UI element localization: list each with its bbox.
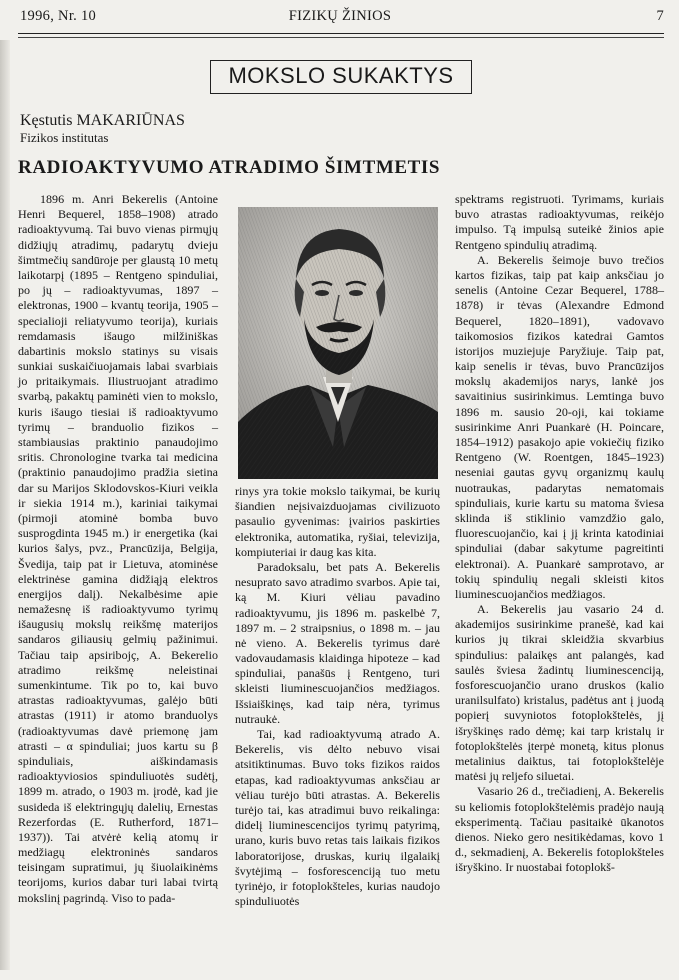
paragraph: A. Bekerelis jau vasario 24 d. akademijos susirinkime pranešė, kad kai kurios jų tikrai skleidžia skvarbius spindulius: palaikęs ant palangės, kad saulės šviesa žadintų liuminescenciją, fosforescuojančio urano druskos (kalio uranilsulfato) kristalus, padėtus ant į juodą popierį suvyniotos fotoplokštelės, jį išryškinęs rado dėmę; kai tarp kristalų ir fotoplokštelės įterpė monetą, kitus plonus metalinius daiktus, tai fotoplokštelėje matėsi jų reljefo siluetai. xyxy=(455,602,664,784)
issue-number: 1996, Nr. 10 xyxy=(20,8,97,24)
text-column-3 xyxy=(455,192,664,875)
paragraph: A. Bekerelis šeimoje buvo trečios kartos fizikas, taip pat kaip anksčiau jo senelis (Antoine Cezar Bequerel, 1788–1878) ir tėvas (Alexandre Edmond Bequerel, 1820–1891), vadovavo taikomosios fizikos katedrai Gamtos istorijos muziejuje Paryžiuje. Taip pat, kaip senelis ir tėvas, buvo Prancūzijos mokslų akademijos narys, lankė jos savaitinius susirinkimus. Lemtinga buvo 1896 m. sausio 20-oji, kai tokiame susirinkime Anri Puankarė (H. Poincare, 1854–1912) pasakojo apie vokiečių fiziko Rentgeno (W. Roentgen, 1845–1923) neseniai gautas gyvų organizmų kaulų nuotraukas, padarytas nematomais spinduliais, kurie kartu su matoma šviesa sklinda iš stiklinio vamzdžio galo, fluorescuojančio, kai į jį krinta katodiniai spinduliai (dabar sakytume pagreitinti elektronai). A. Puankarė samprotavo, ar tokių spindulių negali skleisti kitos liuminescuojančios medžiagos. xyxy=(455,252,664,601)
paragraph: Paradoksalu, bet pats A. Bekerelis nesuprato savo atradimo svarbos. Apie tai, ką M. Kiuri vėliau pavadino radioaktyvumu, jis 1896 m. paskelbė 7, 1897 m. – 2 straipsnius, o 1898 m. – jau nė vieno. A. Bekerelis tyrimus darė vadovaudamasis klaidinga hipoteze – kad spinduliai, panašūs į Rentgeno, turi skleisti liuminescuojančios medžiagos. Išsiaiškinęs, kad taip nėra, tyrimus nutraukė. xyxy=(235,559,440,726)
paragraph: 1896 m. Anri Bekerelis (Antoine Henri Bequerel, 1858–1908) atrado radioaktyvumą. Tai buvo vienas pirmųjų didžiųjų atradimų, padarytų dvieju šimtmečių sandūroje per glaustą 10 metų laikotarpį (1895 – Rentgeno spinduliai, po jų – radioaktyvumas, 1897 – elektronas, 1900 – kvantų teorija, 1905 – specialioji reliatyvumo teorija), kuriais remdamasis išaugo milžiniškas dabartinis mokslo statinys su visais sunkiai suskaičiuojamais labai svarbiais jo pritaikymais. Iliustruojant atradimo svarbą, pakaktų paminėti vien to mokslo, kuris išaugo tiesiai iš radioaktyvumo tyrimų – branduolio fizikos – stambiausias praktinio panaudojimo sritis. Chronologine tvarka tai medicina (praktinio panaudojimo pradžia sietina dar su Marijos Sklodovskos-Kiuri veikla ir siekia 1914 m.), kariniai taikymai (pirmoji atominė bomba buvo susprogdinta 1945 m.) ir energetika (kai kurios šalys, pvz., Prancūzija, Belgija, Švedija, taip pat ir Lietuva, atominėse elektrinėse gamina didžiąją elektros energijos dalį). Nekalbėsime apie nemažesnę iš radioaktyvumo tyrimų išaugusių mokslų reikšmę materijos sandaros giliausių gelmių pažinimui. Tačiau taip apsiribojç, A. Bekerelio atradimo reikšmę neleistinai sumenkintume. Tik po to, kai buvo atrastas radioaktyvumas, galėjo būti atrastas (1911) ir atomo branduolys (radioaktyvumas davė priemonę jam atrasti – α spinduliai; juos kartu su β spinduliais, aiškindamasis radioaktyviosios spinduliuotės sudėtį, 1899 m. atrado, o 1903 m. įrodė, kad jie susideda iš elektringųjų dalelių, Ernestas Rezerfordas (E. Rutherford, 1871–1937)). Tai atvėrė kelią atomų ir medžiagų elektroninės sandaros teisingam supratimui, jų šiuolaikinėms teorijoms, kurios dabar turi labai tvirtą mokslinį pagrindą. Viso to pada- xyxy=(18,192,218,905)
section-title: MOKSLO SUKAKTYS xyxy=(228,63,454,88)
article-title: RADIOAKTYVUMO ATRADIMO ŠIMTMETIS xyxy=(18,157,441,178)
paragraph: Tai, kad radioaktyvumą atrado A. Bekerelis, vis dėlto nebuvo visai atsitiktinumas. Buvo toks fizikos raidos etapas, kad radioaktyvumas anksčiau ar vėliau turėjo būti atrastas. A. Bekerelis turėjo tai, kas atradimui buvo reikalinga: didelį liuminescencijos tyrimų patyrimą, urano, kuris buvo retas tais laikais fizikos laboratorijose, druskas, kurių ilgalaikį švytėjimą – fosforescenciją tuo metu tyrinėjo, ir fotoplokšteles, kurias naudojo spinduliuotės xyxy=(235,727,440,909)
header-rule xyxy=(18,33,664,34)
author-name: Kęstutis MAKARIŪNAS xyxy=(20,112,185,129)
text-column-2 xyxy=(235,484,440,909)
page-edge-shadow xyxy=(0,40,10,970)
header-rule-thin xyxy=(18,37,664,38)
text-column-1 xyxy=(18,192,218,906)
journal-name: FIZIKŲ ŽINIOS xyxy=(288,8,392,24)
paragraph: rinys yra tokie mokslo taikymai, be kurių šiandien neįsivaizduojamas civilizuoto pasaulio gyvenimas: įvairios paskirties elektronika, automatika, ryšiai, televizija, kompiuteriai ir daug kas kita. xyxy=(235,484,440,559)
author-affiliation: Fizikos institutas xyxy=(20,130,109,145)
paragraph: Vasario 26 d., trečiadienį, A. Bekerelis su keliomis fotoplokštelėmis pradėjo naują eksperimentą. Tačiau pasitaikė ūkanotos dienos. Nieko gero nesitikėdamas, kovo 1 d., sekmadienį, A. Bekerelis fotoplokšteles išryškino. Ir nuostabai fotoplokš- xyxy=(455,784,664,875)
page-number: 7 xyxy=(656,8,664,24)
portrait-engraving-icon xyxy=(238,207,438,479)
paragraph: spektrams registruoti. Tyrimams, kuriais buvo atrastas radioaktyvumas, reikėjo impulso. Tą impulsą suteikė žinios apie Rentgeno spindulių atradimą. xyxy=(455,192,664,252)
